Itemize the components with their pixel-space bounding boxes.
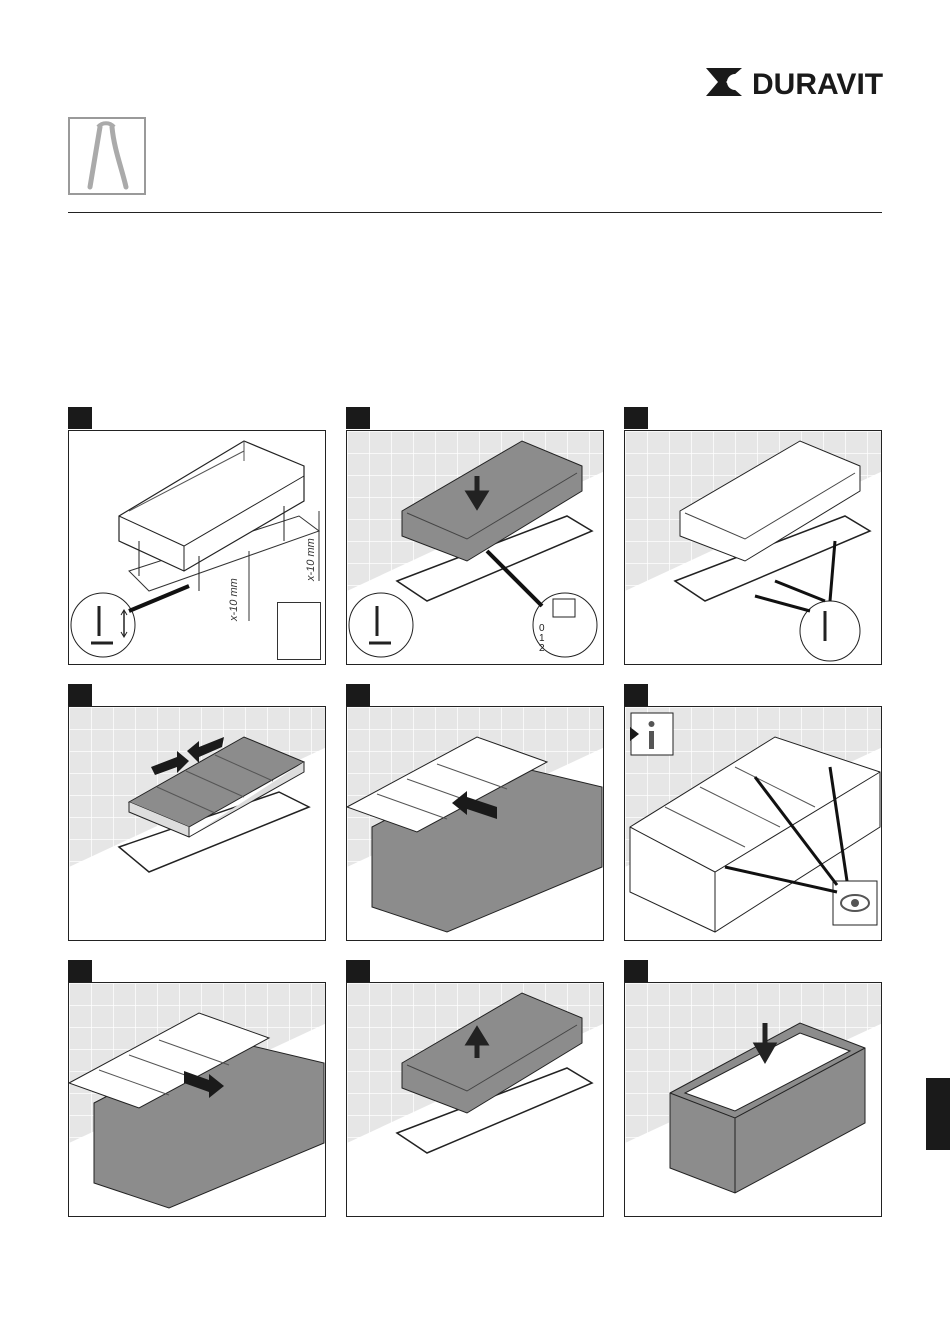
drain-height-1: 1 bbox=[539, 633, 545, 644]
step-4-illustration bbox=[68, 706, 326, 941]
step-1-marker bbox=[68, 407, 92, 429]
step-1-illustration bbox=[68, 430, 326, 665]
step-3-marker bbox=[624, 407, 648, 429]
step-7-marker bbox=[68, 960, 92, 982]
step-4-marker bbox=[68, 684, 92, 706]
step-7-illustration bbox=[68, 982, 326, 1217]
tool-required-box bbox=[68, 117, 146, 195]
drain-height-2: 2 bbox=[539, 643, 545, 654]
drain-height-0: 0 bbox=[539, 623, 545, 634]
step-9-illustration bbox=[624, 982, 882, 1217]
brand-name: DURAVIT bbox=[752, 68, 884, 101]
step-6-marker bbox=[624, 684, 648, 706]
dimension-label-right: x-10 mm bbox=[305, 538, 317, 581]
step-5-marker bbox=[346, 684, 370, 706]
step-5-illustration bbox=[346, 706, 604, 941]
step-9-marker bbox=[624, 960, 648, 982]
step-8-illustration bbox=[346, 982, 604, 1217]
section-tab bbox=[926, 1078, 950, 1150]
step-6-illustration bbox=[624, 706, 882, 941]
step-8-marker bbox=[346, 960, 370, 982]
step-3-illustration bbox=[624, 430, 882, 665]
step-2-illustration bbox=[346, 430, 604, 665]
pliers-icon bbox=[70, 119, 144, 193]
duravit-logo bbox=[704, 60, 890, 104]
header-divider bbox=[68, 212, 882, 213]
dimension-label-left: x-10 mm bbox=[228, 578, 240, 621]
document-note-icon bbox=[277, 602, 321, 660]
step-2-marker bbox=[346, 407, 370, 429]
